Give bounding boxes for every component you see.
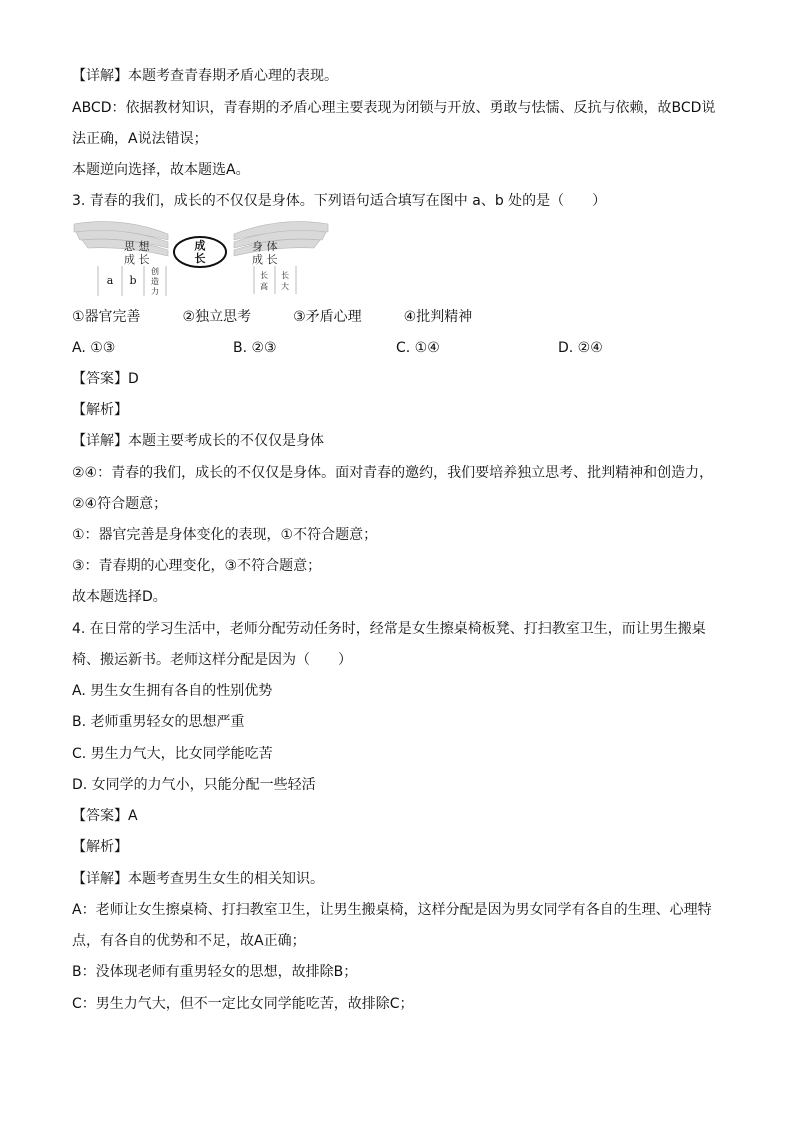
explanation-line: ②④：青春的我们，成长的不仅仅是身体。面对青春的邀约，我们要培养独立思考、批判精神和创造力， [72,465,714,481]
choice-d[interactable]: D. ②④ [558,340,603,356]
explanation-line: 【详解】本题考查男生女生的相关知识。 [72,871,324,887]
question-3-stem: 3. 青春的我们，成长的不仅仅是身体。下列语句适合填写在图中 a、b 处的是（ ） [72,193,607,209]
choice-d[interactable]: D. 女同学的力气小，只能分配一些轻活 [72,777,316,793]
svg-text:成 长: 成 长 [124,253,150,266]
answer-label: 【答案】A [72,808,138,824]
cell-b: b [129,274,137,287]
choice-a[interactable]: A. ①③ [72,340,116,356]
explanation-line: A：老师让女生擦桌椅、打扫教室卫生，让男生搬桌椅，这样分配是因为男女同学有各自的生理、心理特 [72,902,712,918]
explanation-line: 本题逆向选择，故本题选A。 [72,162,250,178]
choice-b[interactable]: B. 老师重男轻女的思想严重 [72,714,245,730]
svg-text:长: 长 [281,271,289,280]
explanation-line: ①：器官完善是身体变化的表现，①不符合题意； [72,527,378,543]
explanation-line: ABCD：依据教材知识，青春期的矛盾心理主要表现为闭锁与开放、勇敢与怯懦、反抗与依赖，故BCD说 [72,100,716,116]
question-4-stem-cont: 椅、搬运新书。老师这样分配是因为（ ） [72,652,352,668]
svg-text:长: 长 [194,252,206,265]
question-4-stem: 4. 在日常的学习生活中，老师分配劳动任务时，经常是女生擦桌椅板凳、打扫教室卫生，而让男生搬桌 [72,621,706,637]
analysis-label: 【解析】 [72,402,128,418]
choice-c[interactable]: C. ①④ [396,340,440,356]
explanation-line: ②④符合题意； [72,496,168,512]
explanation-line: 【详解】本题主要考成长的不仅仅是身体 [72,433,324,449]
cell-a: a [106,274,114,287]
svg-text:力: 力 [151,287,159,296]
choice-a[interactable]: A. 男生女生拥有各自的性别优势 [72,683,273,699]
analysis-label: 【解析】 [72,839,128,855]
explanation-line: 故本题选择D。 [72,589,167,605]
svg-text:创: 创 [151,267,159,276]
explanation-line: 点，有各自的优势和不足，故A正确； [72,933,306,949]
choice-c[interactable]: C. 男生力气大，比女同学能吃苦 [72,746,273,762]
svg-text:造: 造 [151,277,159,286]
svg-text:成 长: 成 长 [252,253,278,266]
explanation-line: 法正确，A说法错误； [72,131,208,147]
explanation-line: ③：青春期的心理变化，③不符合题意； [72,558,322,574]
explanation-line: 【详解】本题考查青春期矛盾心理的表现。 [72,68,338,84]
growth-wings-figure [72,218,330,298]
explanation-line: B：没体现老师有重男轻女的思想，故排除B； [72,964,358,980]
left-title: 思 想 [124,240,150,253]
explanation-line: C：男生力气大，但不一定比女同学能吃苦，故排除C； [72,996,414,1012]
right-title: 身 体 [252,240,278,253]
svg-text:高: 高 [260,282,268,291]
choice-b[interactable]: B. ②③ [233,340,277,356]
answer-label: 【答案】D [72,371,139,387]
svg-text:大: 大 [281,282,289,291]
svg-text:成: 成 [194,239,206,252]
question-3-statements: ①器官完善 ②独立思考 ③矛盾心理 ④批判精神 [72,309,473,325]
svg-text:长: 长 [260,271,268,280]
